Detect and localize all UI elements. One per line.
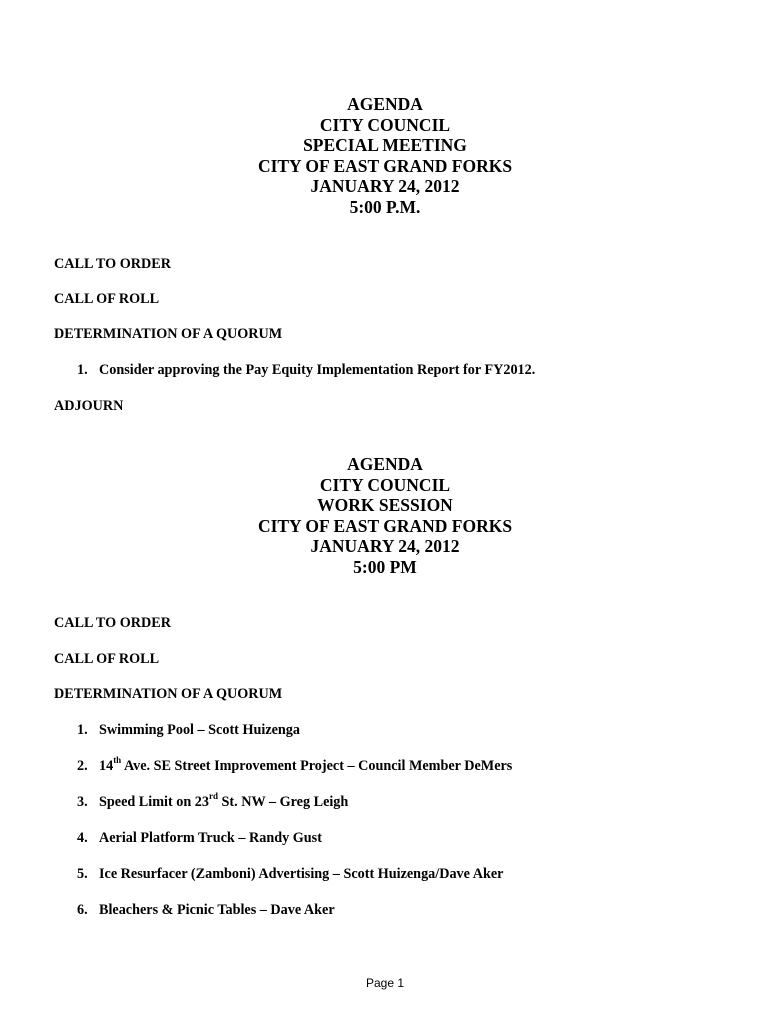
agenda-item-number: 1. <box>77 722 88 738</box>
title-meeting-type: SPECIAL MEETING <box>303 135 467 156</box>
call-to-order-heading: CALL TO ORDER <box>54 256 171 272</box>
agenda-item-text-prefix: 14 <box>99 758 114 774</box>
agenda-item-text: Swimming Pool – Scott Huizenga <box>99 722 300 738</box>
page-number: Page 1 <box>365 976 405 990</box>
agenda-item <box>77 362 535 378</box>
agenda-item <box>77 755 513 774</box>
agenda-item-text-prefix: Speed Limit on 23 <box>99 794 209 810</box>
agenda-item-number: 6. <box>77 902 88 918</box>
title-agenda: AGENDA <box>347 94 423 114</box>
ordinal-suffix: th <box>113 755 122 766</box>
adjourn-heading: ADJOURN <box>54 398 124 414</box>
agenda-item-text: Ave. SE Street Improvement Project – Council Member DeMers <box>121 758 513 774</box>
title-time: 5:00 P.M. <box>349 196 421 217</box>
agenda-item-number: 4. <box>77 830 88 846</box>
agenda-item-text: Aerial Platform Truck – Randy Gust <box>99 830 322 846</box>
agenda-item <box>77 902 335 918</box>
agenda-item <box>77 791 349 810</box>
call-to-order-heading: CALL TO ORDER <box>54 615 171 631</box>
ordinal-suffix: rd <box>208 791 218 802</box>
agenda-item-text: St. NW – Greg Leigh <box>217 794 349 810</box>
title-date: JANUARY 24, 2012 <box>310 176 460 197</box>
call-of-roll-heading: CALL OF ROLL <box>54 291 160 307</box>
agenda-item-text: Ice Resurfacer (Zamboni) Advertising – Scott Huizenga/Dave Aker <box>99 866 504 882</box>
title-city-council: CITY COUNCIL <box>319 114 451 135</box>
work-session-title-block <box>0 454 770 578</box>
agenda-item-number: 1. <box>77 362 88 378</box>
title-date: JANUARY 24, 2012 <box>310 536 460 557</box>
title-city-council: CITY COUNCIL <box>319 474 451 495</box>
quorum-heading: DETERMINATION OF A QUORUM <box>54 326 283 342</box>
title-city-name: CITY OF EAST GRAND FORKS <box>257 155 513 176</box>
agenda-item-number: 2. <box>77 758 88 774</box>
title-meeting-type: WORK SESSION <box>317 495 453 516</box>
agenda-item <box>77 830 322 846</box>
agenda-item <box>77 866 503 882</box>
title-city-name: CITY OF EAST GRAND FORKS <box>257 515 513 536</box>
call-of-roll-heading: CALL OF ROLL <box>54 651 160 667</box>
agenda-item-number: 5. <box>77 866 88 882</box>
agenda-item-number: 3. <box>77 794 88 810</box>
title-agenda: AGENDA <box>347 454 423 474</box>
agenda-item-text: Bleachers & Picnic Tables – Dave Aker <box>99 902 335 918</box>
quorum-heading: DETERMINATION OF A QUORUM <box>54 686 283 702</box>
special-meeting-title-block <box>0 94 770 218</box>
title-time: 5:00 PM <box>353 556 417 577</box>
agenda-item <box>77 722 300 738</box>
agenda-item-text: Consider approving the Pay Equity Implementation Report for FY2012. <box>99 362 536 378</box>
